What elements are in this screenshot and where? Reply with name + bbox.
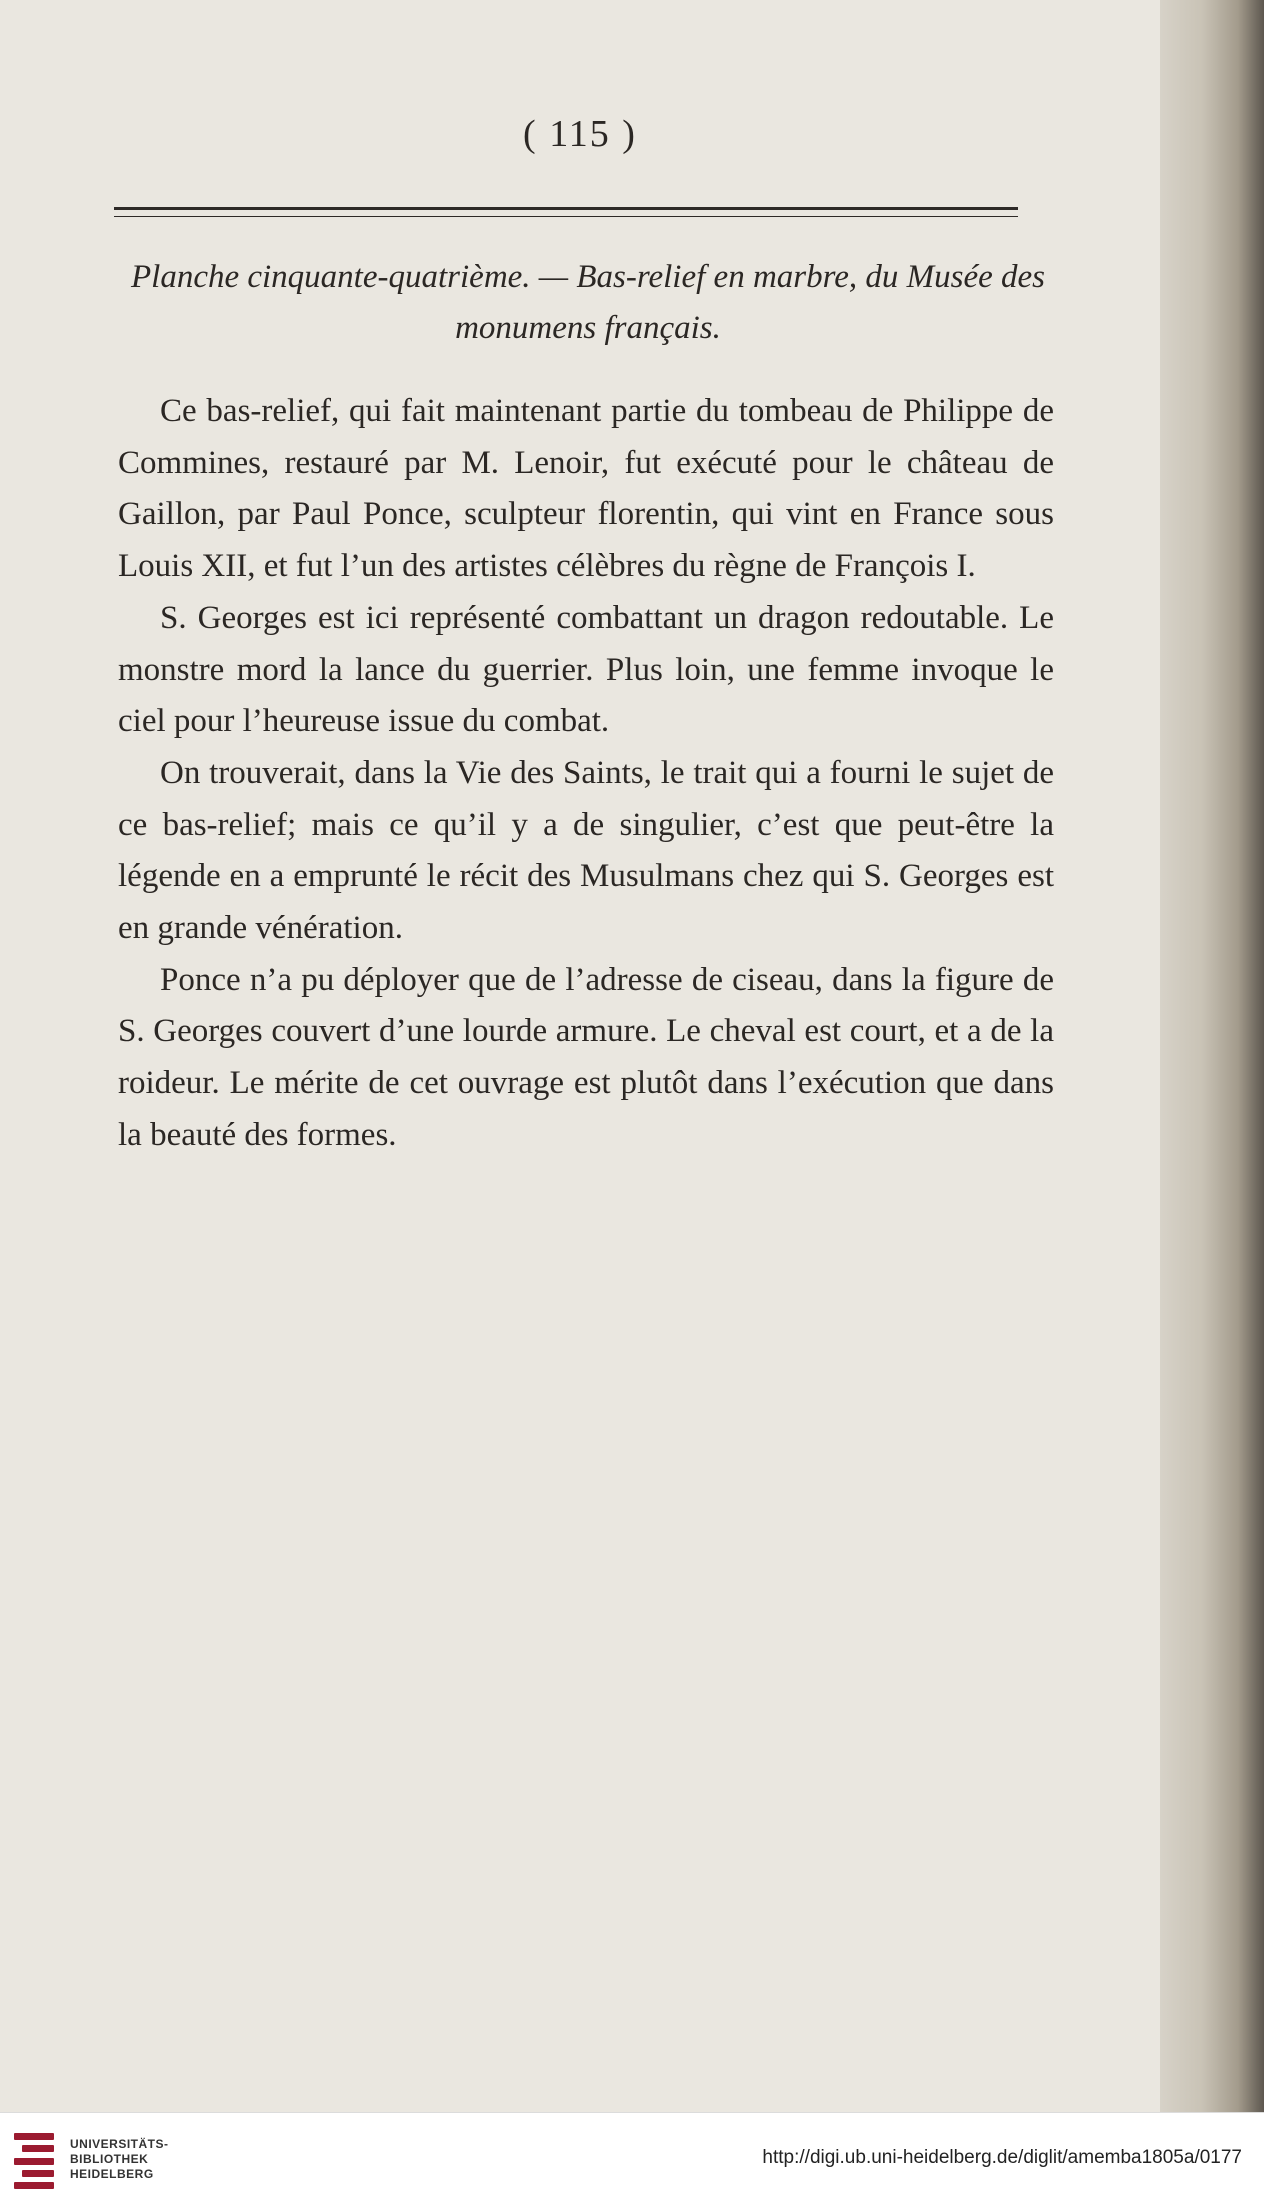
permalink-url[interactable]: http://digi.ub.uni-heidelberg.de/diglit/amemba1805a/0177 bbox=[762, 2147, 1242, 2168]
paragraph: Ce bas-relief, qui fait maintenant partie du tombeau de Philippe de Commines, restauré par M. Lenoir, fut exécuté pour le château de Gaillon, par Paul Ponce, sculpteur florentin, qui vint en France sous Louis XII, et fut l’un des artistes célèbres du règne de François I. bbox=[118, 393, 1054, 585]
paragraph: Ponce n’a pu déployer que de l’adresse de ciseau, dans la figure de S. Georges couvert d’une lourde armure. Le cheval est court, et a de la roideur. Le mérite de cet ouvrage est plutôt dans l’exécution que dans la beauté des formes. bbox=[118, 961, 1054, 1153]
plate-caption: Planche cinquante-quatrième. — Bas-relief en marbre, du Musée des monumens français. bbox=[131, 259, 1045, 346]
header-rule-thin bbox=[114, 216, 1018, 217]
footer-bar bbox=[0, 2112, 1264, 2206]
header-rule-thick bbox=[114, 207, 1018, 210]
library-logo-icon bbox=[14, 2133, 54, 2189]
paragraph: On trouverait, dans la Vie des Saints, le trait qui a fourni le sujet de ce bas-relief; mais ce qu’il y a de singulier, c’est que peut-être la légende en a emprunté le récit des Musulmans chez qui S. Georges est en grande vénération. bbox=[118, 754, 1054, 947]
paragraph: S. Georges est ici représenté combattant un dragon redoutable. Le monstre mord la lance du guerrier. Plus loin, une femme invoque le ciel pour l’heureuse issue du combat. bbox=[118, 599, 1054, 740]
library-name-line: HEIDELBERG bbox=[70, 2167, 154, 2181]
body-text bbox=[118, 386, 1054, 1162]
library-name bbox=[70, 2137, 169, 2182]
library-name-line: UNIVERSITÄTS- bbox=[70, 2137, 169, 2151]
page-number: ( 115 ) bbox=[523, 113, 637, 155]
library-name-line: BIBLIOTHEK bbox=[70, 2152, 149, 2166]
book-spine-edge bbox=[1160, 0, 1264, 2112]
